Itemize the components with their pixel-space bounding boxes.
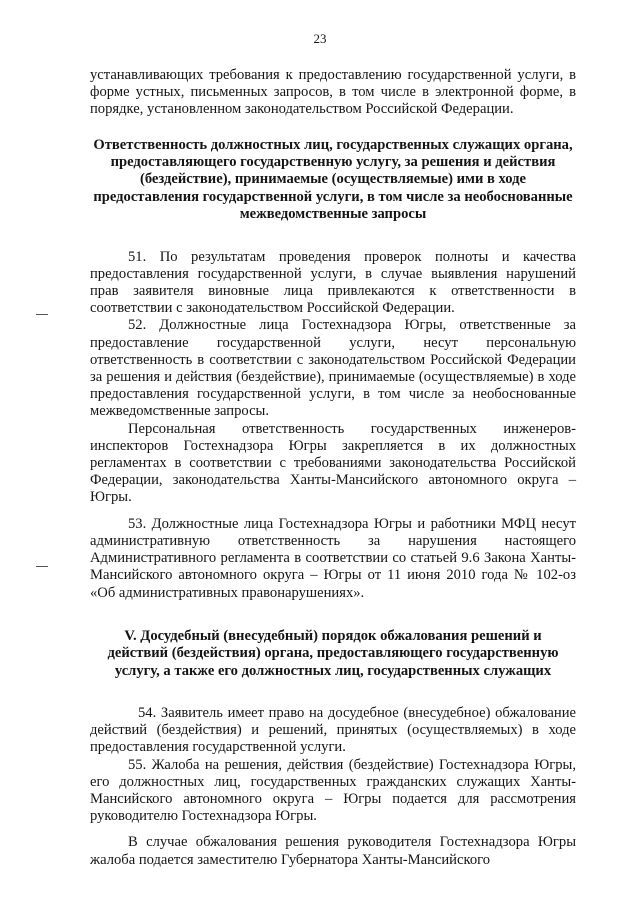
paragraph-52: 52. Должностные лица Гостехнадзора Югры, ответственные за предоставление государственной услуги, несут персональную ответственность в соответствии с законодательством Российской Федерации за решения и действия (бездействие), принимаемые (осуществляемые) в ходе предоставления государственной услуги, в том числе за необоснованные межведомственные запросы. [90,317,576,420]
margin-mark [36,566,48,567]
page-number: 23 [313,31,327,46]
paragraph-personal-responsibility: Персональная ответственность государственных инженеров-инспекторов Гостехнадзора Югры закрепляется в их должностных регламентах в соответствии с требованиями законодательства Российской Федерации, законодательства Ханты-Мансийского автономного округа – Югры. [90,420,576,506]
margin-mark [36,314,48,315]
paragraph-51: 51. По результатам проведения проверок полноты и качества предоставления государственной услуги, в случае выявления нарушений прав заявителя виновные лица привлекаются к ответственности в соответствии с законодательством Российской Федерации. [90,248,576,317]
heading-responsibility: Ответственность должностных лиц, государственных служащих органа, предоставляющего государственную услугу, за решения и действия (бездействие), принимаемые (осуществляемые) ими в ходе предоставления государственной услуги, в том числе за необоснованные межведомственные запросы [93,136,573,223]
paragraph-54: 54. Заявитель имеет право на досудебное (внесудебное) обжалование действий (бездействия) и решений, принятых (осуществляемых) в ходе предоставления государственной услуги. [90,704,576,756]
paragraph-continuation: устанавливающих требования к предоставлению государственной услуги, в форме устных, письменных запросов, в том числе в электронной форме, в порядке, установленном законодательством Российской Федерации. [90,67,576,118]
paragraph-appeal-head: В случае обжалования решения руководителя Гостехнадзора Югры жалоба подается заместителю Губернатора Ханты-Мансийского [90,834,576,868]
paragraph-53: 53. Должностные лица Гостехнадзора Югры и работники МФЦ несут административную ответственность за нарушения настоящего Административного регламента в соответствии со статьей 9.6 Закона Ханты-Мансийского автономного округа – Югры от 11 июня 2010 года № 102-оз «Об административных правонарушениях». [90,515,576,601]
paragraph-55: 55. Жалоба на решения, действия (бездействие) Гостехнадзора Югры, его должностных лиц, государственных гражданских служащих Ханты-Мансийского автономного округа – Югры подается для рассмотрения руководителю Гостехнадзора Югры. [90,756,576,825]
heading-section-5: V. Досудебный (внесудебный) порядок обжалования решений и действий (бездействия) органа, предоставляющего государственную услугу, а также его должностных лиц, государственных служащих [107,627,559,679]
document-body [90,67,576,869]
